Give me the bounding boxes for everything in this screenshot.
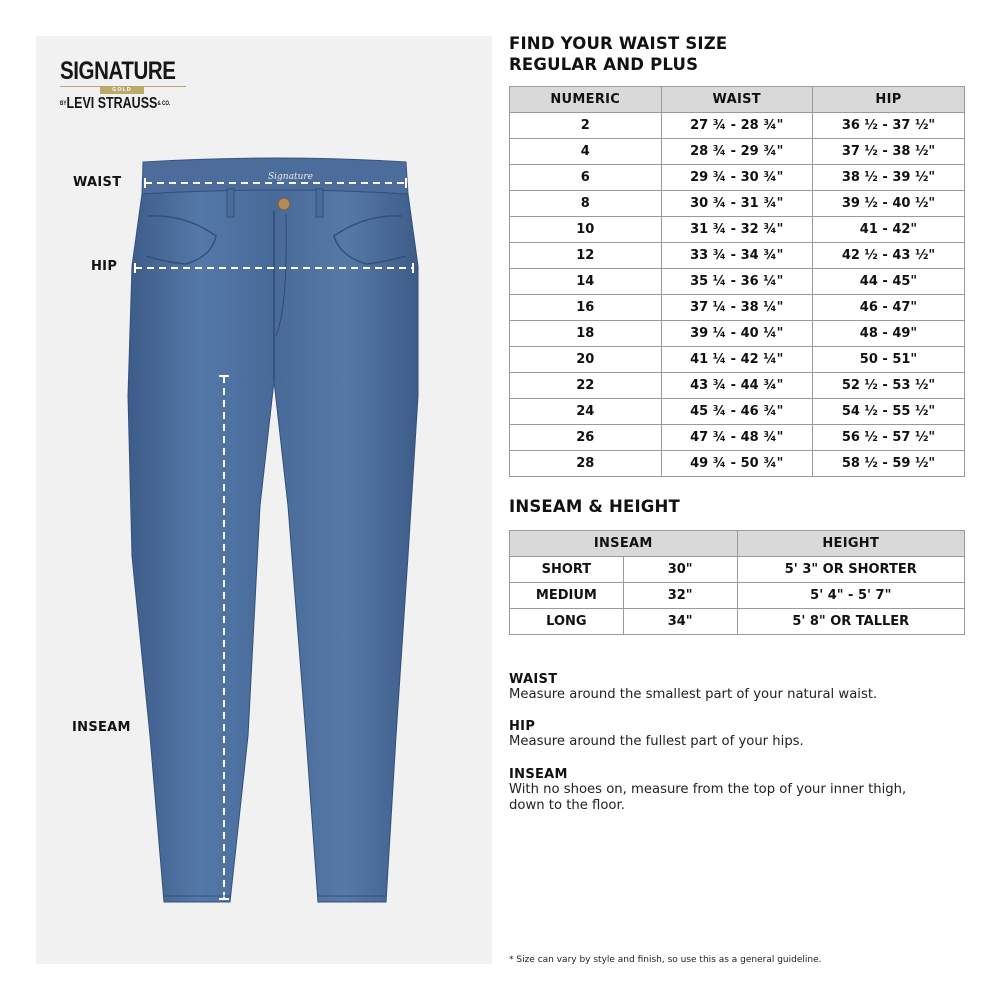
inseam-length-cell: SHORT xyxy=(510,557,624,583)
hip-cell: 54 ½ - 55 ½" xyxy=(813,399,965,425)
numeric-cell: 12 xyxy=(510,243,662,269)
numeric-cell: 6 xyxy=(510,165,662,191)
table-row xyxy=(510,373,965,399)
numeric-cell: 16 xyxy=(510,295,662,321)
inseam-inches-cell: 30" xyxy=(623,557,737,583)
table-row xyxy=(510,557,965,583)
waist-cell: 31 ¾ - 32 ¾" xyxy=(661,217,813,243)
waist-cell: 43 ¾ - 44 ¾" xyxy=(661,373,813,399)
illustration-panel xyxy=(36,36,492,964)
waist-cell: 45 ¾ - 46 ¾" xyxy=(661,399,813,425)
table-row xyxy=(510,295,965,321)
svg-text:Signature: Signature xyxy=(268,172,314,182)
numeric-cell: 10 xyxy=(510,217,662,243)
numeric-cell: 26 xyxy=(510,425,662,451)
table-row xyxy=(510,347,965,373)
logo-levi-strauss: BYLEVI STRAUSS& CO. xyxy=(60,95,171,112)
table-header-row xyxy=(510,531,965,557)
hip-cell: 48 - 49" xyxy=(813,321,965,347)
hip-cell: 46 - 47" xyxy=(813,295,965,321)
table-header-row xyxy=(510,87,965,113)
header-inseam: INSEAM xyxy=(510,531,738,557)
jeans-illustration xyxy=(126,156,426,916)
guide-waist: WAIST Measure around the smallest part of your natural waist. xyxy=(509,672,878,702)
table-row xyxy=(510,583,965,609)
table-row xyxy=(510,165,965,191)
waist-cell: 37 ¼ - 38 ¼" xyxy=(661,295,813,321)
numeric-cell: 22 xyxy=(510,373,662,399)
table-row xyxy=(510,113,965,139)
waist-cell: 41 ¼ - 42 ¼" xyxy=(661,347,813,373)
header-height: HEIGHT xyxy=(737,531,965,557)
waist-cell: 35 ¼ - 36 ¼" xyxy=(661,269,813,295)
waist-label: WAIST xyxy=(73,175,122,190)
table-row xyxy=(510,139,965,165)
header-hip: HIP xyxy=(813,87,965,113)
hip-cell: 41 - 42" xyxy=(813,217,965,243)
logo-gold-tag: GOLD xyxy=(100,87,144,94)
table-row xyxy=(510,243,965,269)
hip-cell: 42 ½ - 43 ½" xyxy=(813,243,965,269)
table-row xyxy=(510,191,965,217)
table-row xyxy=(510,217,965,243)
waist-cell: 29 ¾ - 30 ¾" xyxy=(661,165,813,191)
table-row xyxy=(510,451,965,477)
header-numeric: NUMERIC xyxy=(510,87,662,113)
hip-cell: 50 - 51" xyxy=(813,347,965,373)
waist-size-table xyxy=(509,86,965,477)
waist-cell: 39 ¼ - 40 ¼" xyxy=(661,321,813,347)
numeric-cell: 14 xyxy=(510,269,662,295)
waist-cell: 33 ¾ - 34 ¾" xyxy=(661,243,813,269)
inseam-inches-cell: 32" xyxy=(623,583,737,609)
hip-cell: 44 - 45" xyxy=(813,269,965,295)
hip-cell: 56 ½ - 57 ½" xyxy=(813,425,965,451)
brand-logo xyxy=(60,58,190,113)
hip-cell: 58 ½ - 59 ½" xyxy=(813,451,965,477)
table-row xyxy=(510,269,965,295)
numeric-cell: 18 xyxy=(510,321,662,347)
numeric-cell: 20 xyxy=(510,347,662,373)
waist-cell: 49 ¾ - 50 ¾" xyxy=(661,451,813,477)
logo-gold-bar xyxy=(60,86,186,94)
hip-label: HIP xyxy=(91,259,118,274)
inseam-label: INSEAM xyxy=(72,720,131,735)
waist-cell: 27 ¾ - 28 ¾" xyxy=(661,113,813,139)
hip-cell: 52 ½ - 53 ½" xyxy=(813,373,965,399)
hip-cell: 38 ½ - 39 ½" xyxy=(813,165,965,191)
table-row xyxy=(510,399,965,425)
height-cell: 5' 8" OR TALLER xyxy=(737,609,965,635)
numeric-cell: 28 xyxy=(510,451,662,477)
footnote: * Size can vary by style and finish, so use this as a general guideline. xyxy=(509,955,822,965)
numeric-cell: 24 xyxy=(510,399,662,425)
hip-cell: 36 ½ - 37 ½" xyxy=(813,113,965,139)
numeric-cell: 4 xyxy=(510,139,662,165)
inseam-height-table xyxy=(509,530,965,635)
inseam-inches-cell: 34" xyxy=(623,609,737,635)
inseam-section-title: INSEAM & HEIGHT xyxy=(509,497,680,516)
numeric-cell: 2 xyxy=(510,113,662,139)
table-row xyxy=(510,321,965,347)
waist-section-title: FIND YOUR WAIST SIZE REGULAR AND PLUS xyxy=(509,34,728,74)
height-cell: 5' 4" - 5' 7" xyxy=(737,583,965,609)
waist-cell: 28 ¾ - 29 ¾" xyxy=(661,139,813,165)
table-row xyxy=(510,425,965,451)
inseam-length-cell: MEDIUM xyxy=(510,583,624,609)
inseam-length-cell: LONG xyxy=(510,609,624,635)
hip-cell: 37 ½ - 38 ½" xyxy=(813,139,965,165)
hip-cell: 39 ½ - 40 ½" xyxy=(813,191,965,217)
logo-signature: SIGNATURE xyxy=(60,57,176,85)
table-row xyxy=(510,609,965,635)
waist-cell: 30 ¾ - 31 ¾" xyxy=(661,191,813,217)
numeric-cell: 8 xyxy=(510,191,662,217)
waist-cell: 47 ¾ - 48 ¾" xyxy=(661,425,813,451)
height-cell: 5' 3" OR SHORTER xyxy=(737,557,965,583)
header-waist: WAIST xyxy=(661,87,813,113)
guide-hip: HIP Measure around the fullest part of your hips. xyxy=(509,719,804,749)
guide-inseam: INSEAM With no shoes on, measure from the top of your inner thigh, down to the floor. xyxy=(509,767,907,813)
